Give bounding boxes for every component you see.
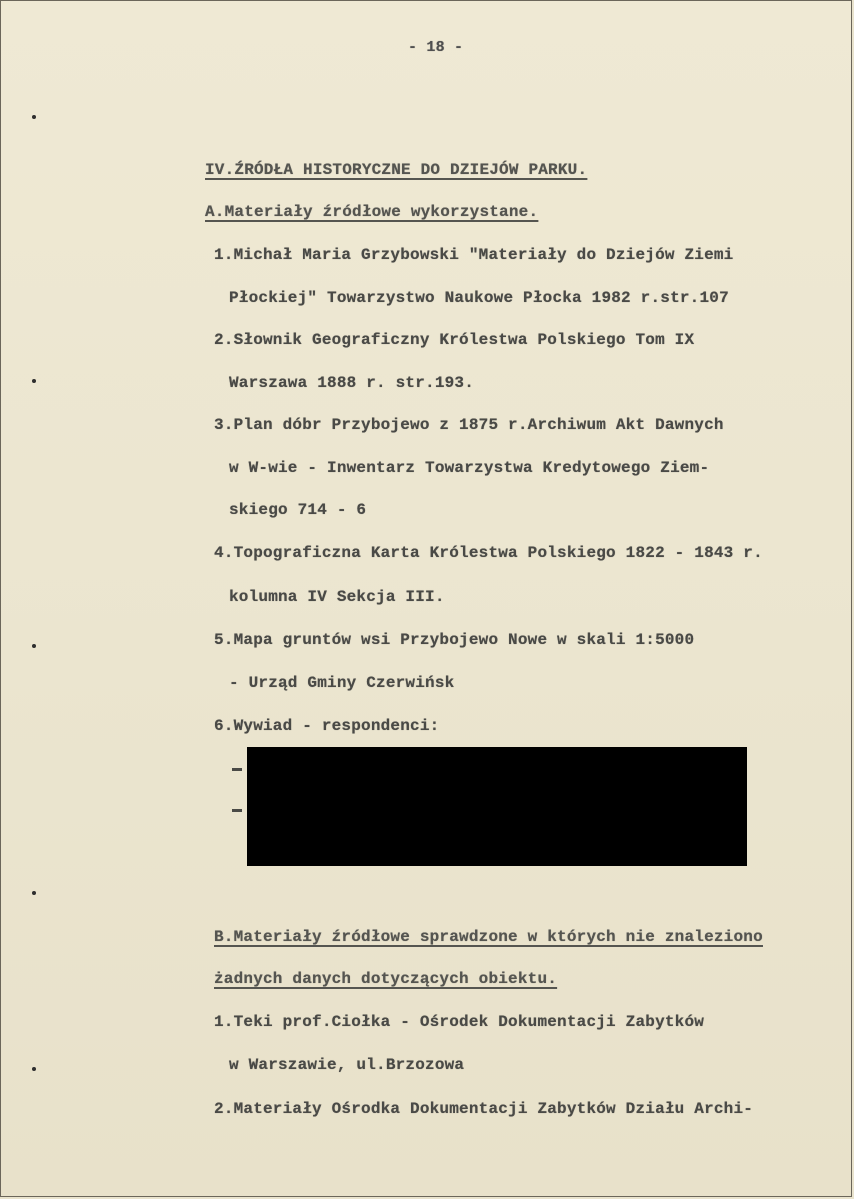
respondent-dash bbox=[232, 809, 242, 812]
subsection-b-heading: żadnych danych dotyczących obiektu. bbox=[214, 970, 558, 988]
list-item-line: 6.Wywiad - respondenci: bbox=[214, 717, 440, 735]
list-item-line: 5.Mapa gruntów wsi Przybojewo Nowe w skali 1:5000 bbox=[214, 631, 695, 649]
binder-hole bbox=[32, 379, 36, 383]
list-item-line: kolumna IV Sekcja III. bbox=[229, 588, 445, 606]
list-item-line: 3.Plan dóbr Przybojewo z 1875 r.Archiwum Akt Dawnych bbox=[214, 416, 724, 434]
list-item-line: 2.Materiały Ośrodka Dokumentacji Zabytków Działu Archi- bbox=[214, 1100, 754, 1118]
list-item-line: Warszawa 1888 r. str.193. bbox=[229, 374, 475, 392]
redaction-block bbox=[247, 747, 747, 866]
subsection-b-heading: B.Materiały źródłowe sprawdzone w których nie znaleziono bbox=[214, 928, 763, 946]
page-number: - 18 - bbox=[408, 39, 464, 56]
list-item-line: 1.Teki prof.Ciołka - Ośrodek Dokumentacji Zabytków bbox=[214, 1013, 705, 1031]
subsection-a-heading: A.Materiały źródłowe wykorzystane. bbox=[205, 203, 539, 221]
binder-hole bbox=[32, 115, 36, 119]
binder-hole bbox=[32, 891, 36, 895]
list-item-line: w Warszawie, ul.Brzozowa bbox=[229, 1056, 465, 1074]
binder-hole bbox=[32, 1067, 36, 1071]
section-heading: IV.ŹRÓDŁA HISTORYCZNE DO DZIEJÓW PARKU. bbox=[205, 161, 588, 179]
list-item-line: 2.Słownik Geograficzny Królestwa Polskiego Tom IX bbox=[214, 331, 695, 349]
list-item-line: Płockiej" Towarzystwo Naukowe Płocka 1982 r.str.107 bbox=[229, 289, 729, 307]
list-item-line: 4.Topograficzna Karta Królestwa Polskiego 1822 - 1843 r. bbox=[214, 544, 763, 562]
list-item-line: - Urząd Gminy Czerwińsk bbox=[229, 674, 455, 692]
respondent-dash bbox=[232, 768, 242, 771]
list-item-line: skiego 714 - 6 bbox=[229, 501, 367, 519]
list-item-line: w W-wie - Inwentarz Towarzystwa Kredytowego Ziem- bbox=[229, 459, 710, 477]
binder-hole bbox=[32, 644, 36, 648]
list-item-line: 1.Michał Maria Grzybowski "Materiały do Dziejów Ziemi bbox=[214, 246, 734, 264]
